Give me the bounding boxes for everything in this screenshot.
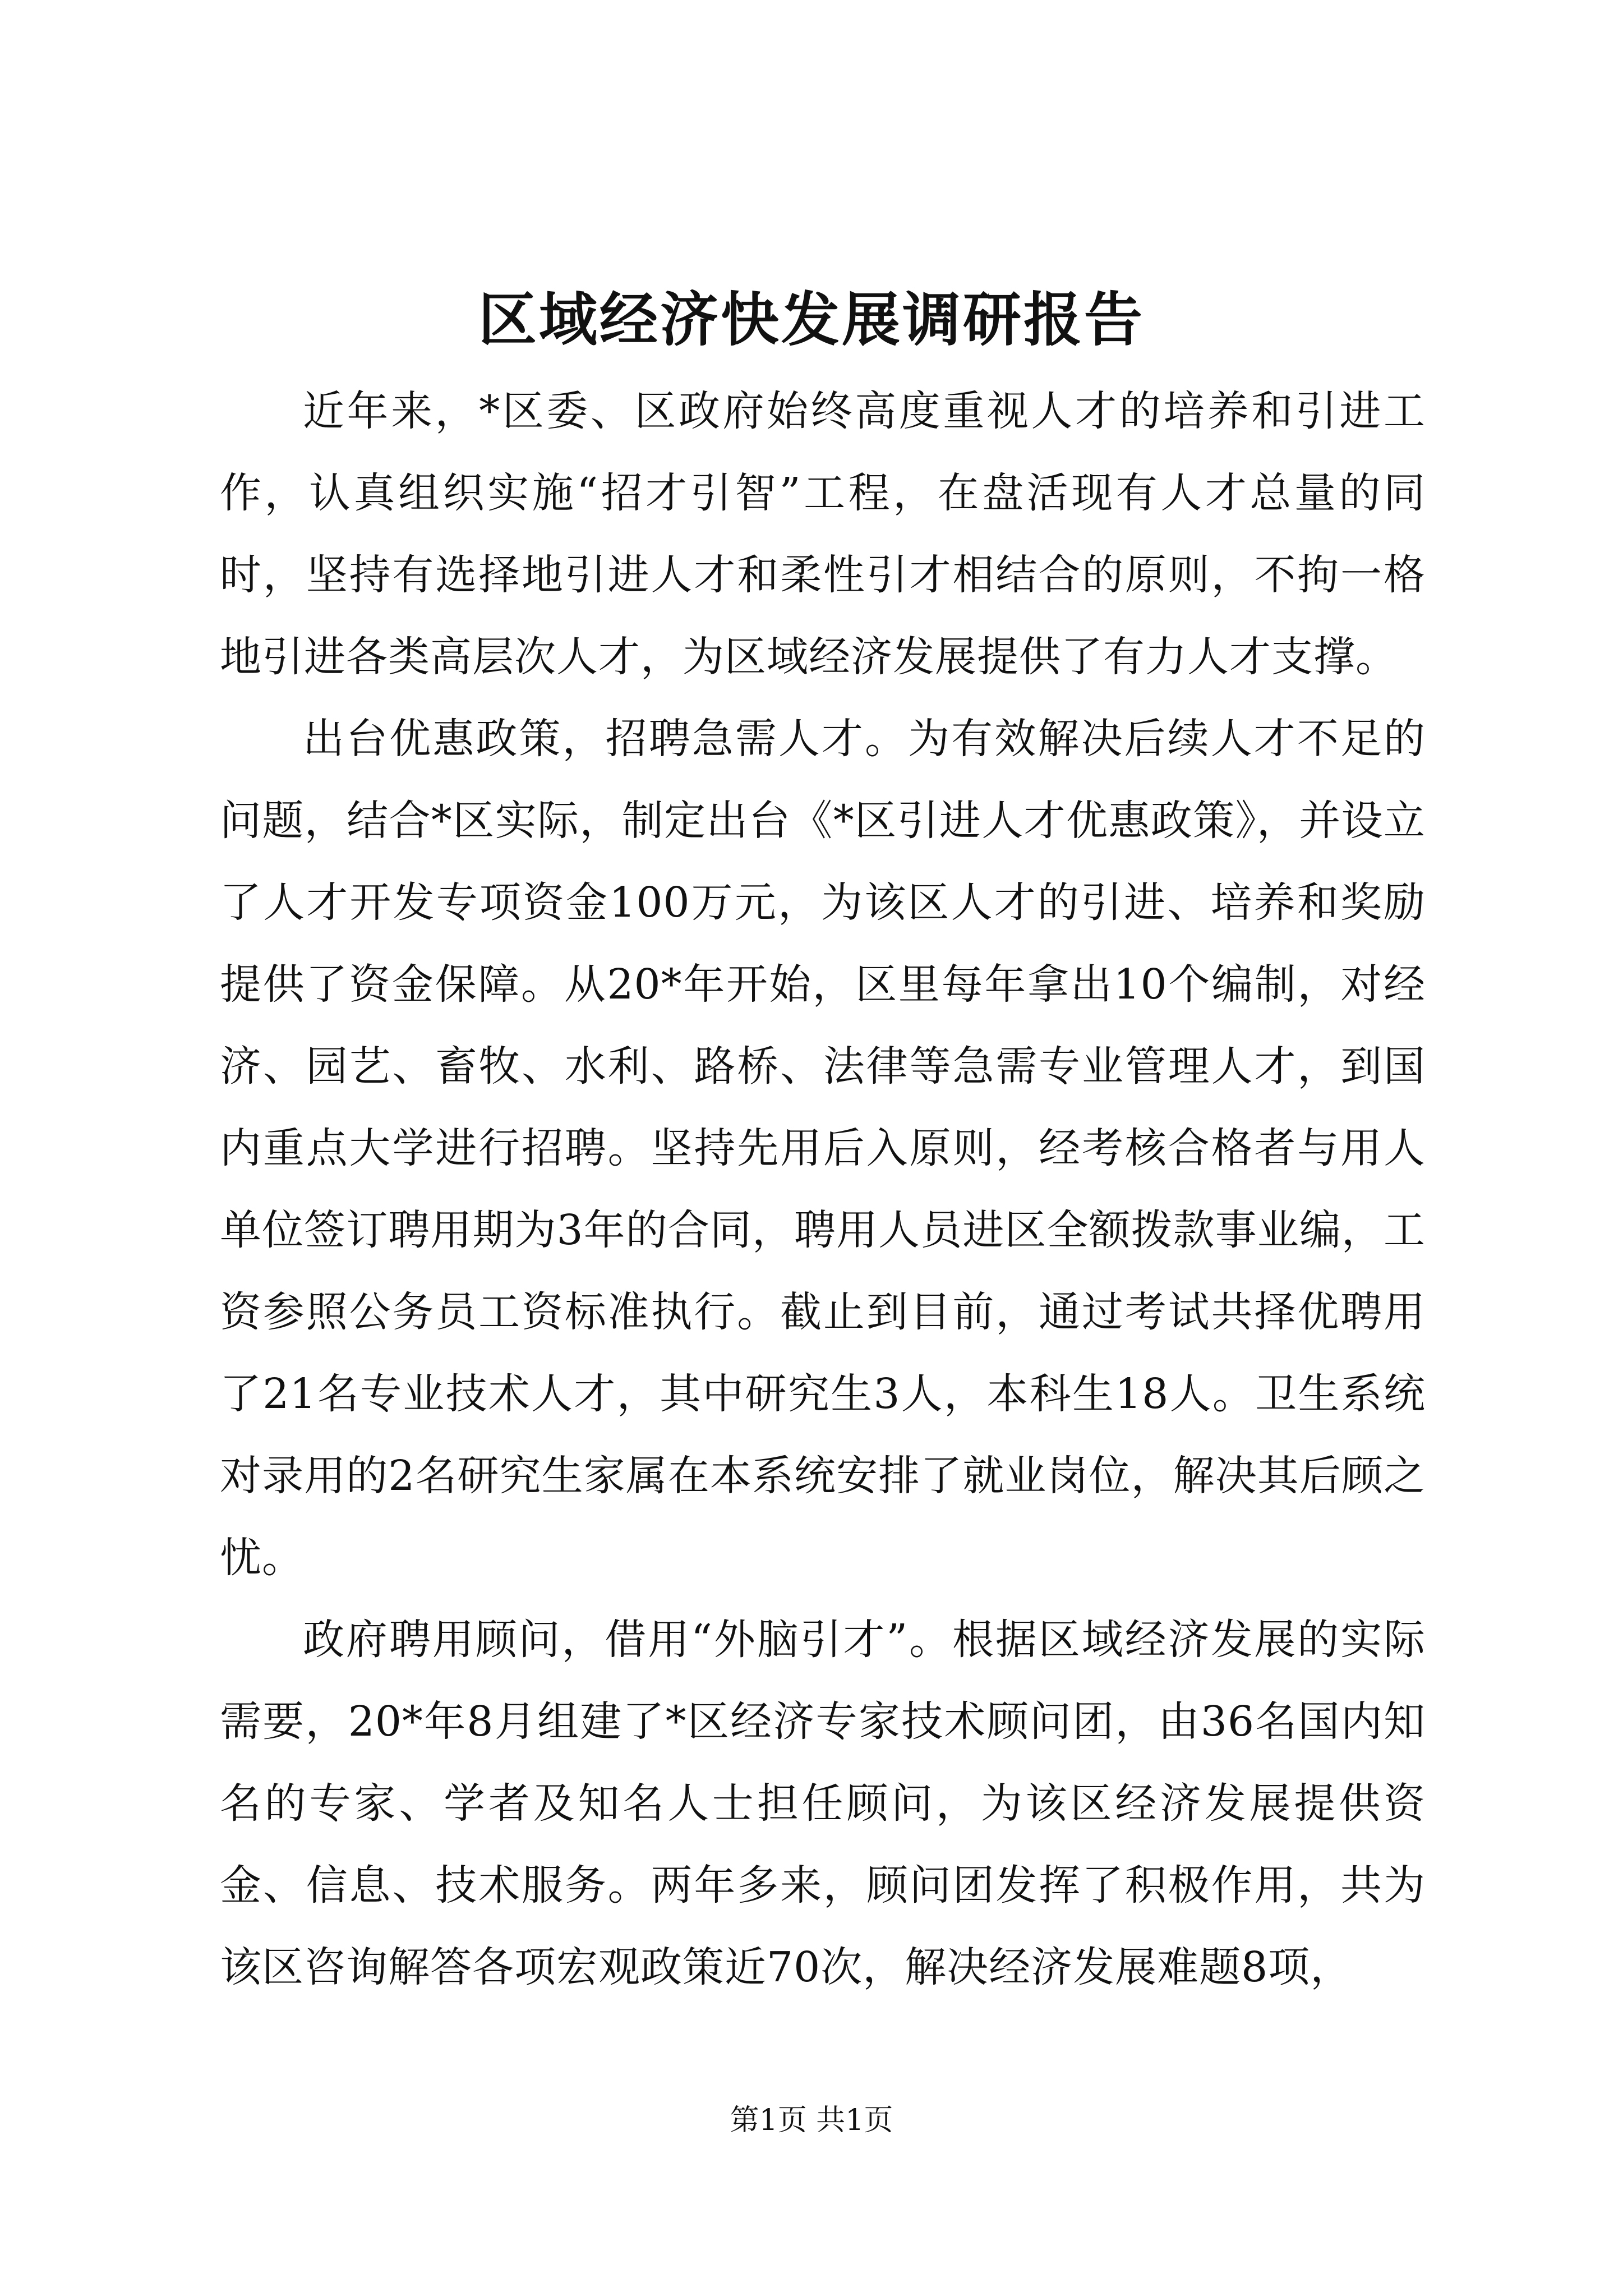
- paragraph-intro: 近年来，*区委、区政府始终高度重视人才的培养和引进工作，认真组织实施“招才引智”工程，在盘活现有人才总量的同时，坚持有选择地引进人才和柔性引才相结合的原则，不拘一格地引进各类高层次人才，为区域经济发展提供了有力人才支撑。: [220, 387, 1426, 681]
- page-footer: 第1页 共1页: [730, 2104, 893, 2137]
- paragraph-advisors: 政府聘用顾问，借用“外脑引才”。根据区域经济发展的实际需要，20*年8月组建了*区经济专家技术顾问团，由36名国内知名的专家、学者及知名人士担任顾问，为该区经济发展提供资金、信息、技术服务。两年多来，顾问团发挥了积极作用，共为该区咨询解答各项宏观政策近70次，解决经济发展难题8项，: [220, 1616, 1426, 1991]
- paragraph-policy: 出台优惠政策，招聘急需人才。为有效解决后续人才不足的问题，结合*区实际，制定出台《*区引进人才优惠政策》，并设立了人才开发专项资金100万元，为该区人才的引进、培养和奖励提供了资金保障。从20*年开始，区里每年拿出10个编制，对经济、园艺、畜牧、水利、路桥、法律等急需专业管理人才，到国内重点大学进行招聘。坚持先用后入原则，经考核合格者与用人单位签订聘用期为3年的合同，聘用人员进区全额拨款事业编，工资参照公务员工资标准执行。截止到目前，通过考试共择优聘用了21名专业技术人才，其中研究生3人，本科生18人。卫生系统对录用的2名研究生家属在本系统安排了就业岗位，解决其后顾之忧。: [220, 715, 1426, 1582]
- document-body: [220, 370, 1426, 2008]
- document-title: 区域经济快发展调研报告: [478, 285, 1145, 354]
